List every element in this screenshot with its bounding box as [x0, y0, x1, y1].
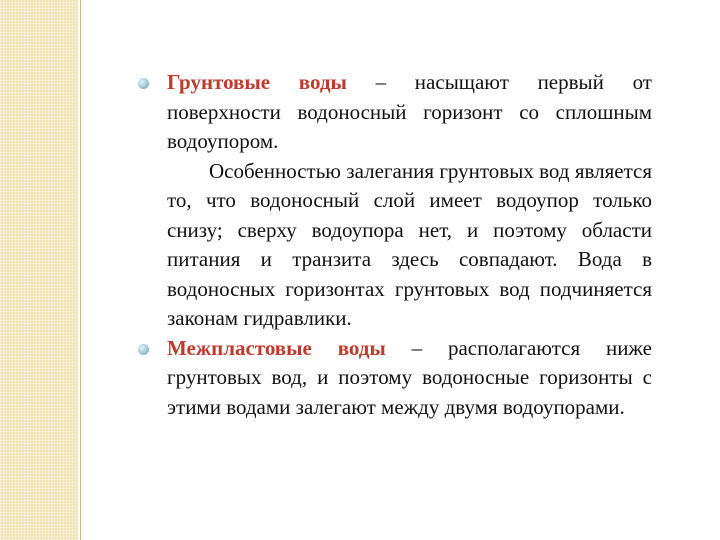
decorative-side-strip [0, 0, 78, 540]
term-interstratal-water: Межпластовые воды [167, 335, 386, 360]
definition-groundwater: – насыщают первый от поверхности водоносный горизонт со сплошным водоупором. [167, 70, 652, 153]
bullet-item-groundwater [138, 68, 652, 157]
term-groundwater: Грунтовые воды [167, 70, 347, 94]
bullet-item-interstratal-water [138, 334, 652, 423]
bullet-icon [138, 78, 149, 89]
bullet-icon [138, 344, 149, 355]
divider-line [80, 0, 81, 540]
paragraph-text: Особенностью залегания грунтовых вод является то, что водоносный слой имеет водоупор только снизу; сверху водоупора нет, и поэтому области питания и транзита здесь совпадают. Вода в водоносных горизонтах грунтовых вод подчиняется законам гидравлики. [167, 158, 652, 330]
definition-interstratal-water: – располагаются ниже грунтовых вод, и поэтому водоносные горизонты с этими водами залегают между двумя водоупорами. [167, 335, 652, 419]
paragraph-groundwater-features [138, 157, 652, 334]
slide-content [138, 68, 652, 422]
